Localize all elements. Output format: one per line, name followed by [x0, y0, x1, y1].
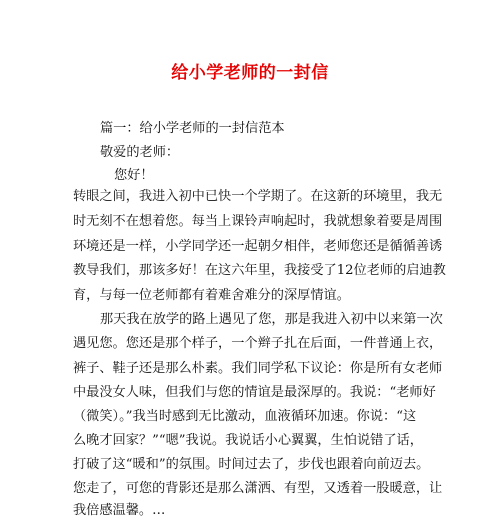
paragraph2-line: 我倍感温馨。… [73, 503, 166, 517]
paragraph2-line: 么晚才回家？”“嗯”我说。我说话小心翼翼，生怕说错了话， [73, 433, 423, 448]
paragraph1-line: 育，与每一位老师都有着难舍难分的深厚情谊。 [73, 288, 350, 303]
document-title: 给小学老师的一封信 [171, 63, 329, 83]
paragraph2-line: 遇见您。您还是那个样子，一个辫子扎在后面，一件普通上衣， [73, 336, 443, 351]
greeting: 您好！ [114, 168, 154, 183]
paragraph1-line: 转眼之间，我进入初中已快一个学期了。在这新的环境里，我无 [73, 189, 443, 204]
salutation: 敬爱的老师： [100, 145, 180, 160]
paragraph2-line: （微笑）。”我当时感到无比激动，血液循环加速。你说：“这 [73, 409, 417, 424]
paragraph2-line: 中最没女人味，但我们与您的情谊是最深厚的。我说：“老师好 [73, 385, 436, 400]
paragraph2-line: 您走了，可您的背影还是那么潇洒、有型，又透着一股暖意，让 [73, 481, 443, 496]
document-heading: 篇一：给小学老师的一封信范本 [100, 121, 285, 136]
paragraph1-line: 环境还是一样，小学同学还一起朝夕相伴，老师您还是循循善诱 [73, 239, 443, 254]
paragraph2-line: 那天我在放学的路上遇见了您，那是我进入初中以来第一次 [100, 312, 443, 327]
paragraph1-line: 时无刻不在想着您。每当上课铃声响起时，我就想象着要是周围 [73, 214, 443, 229]
paragraph1-line: 教导我们，那该多好！在这六年里，我接受了12位老师的启迪教 [73, 263, 446, 278]
paragraph2-line: 裤子、鞋子还是那么朴素。我们同学私下议论：你是所有女老师 [73, 361, 443, 376]
paragraph2-line: 打破了这“暖和”的氛围。时间过去了，步伐也跟着向前迈去。 [73, 457, 430, 472]
